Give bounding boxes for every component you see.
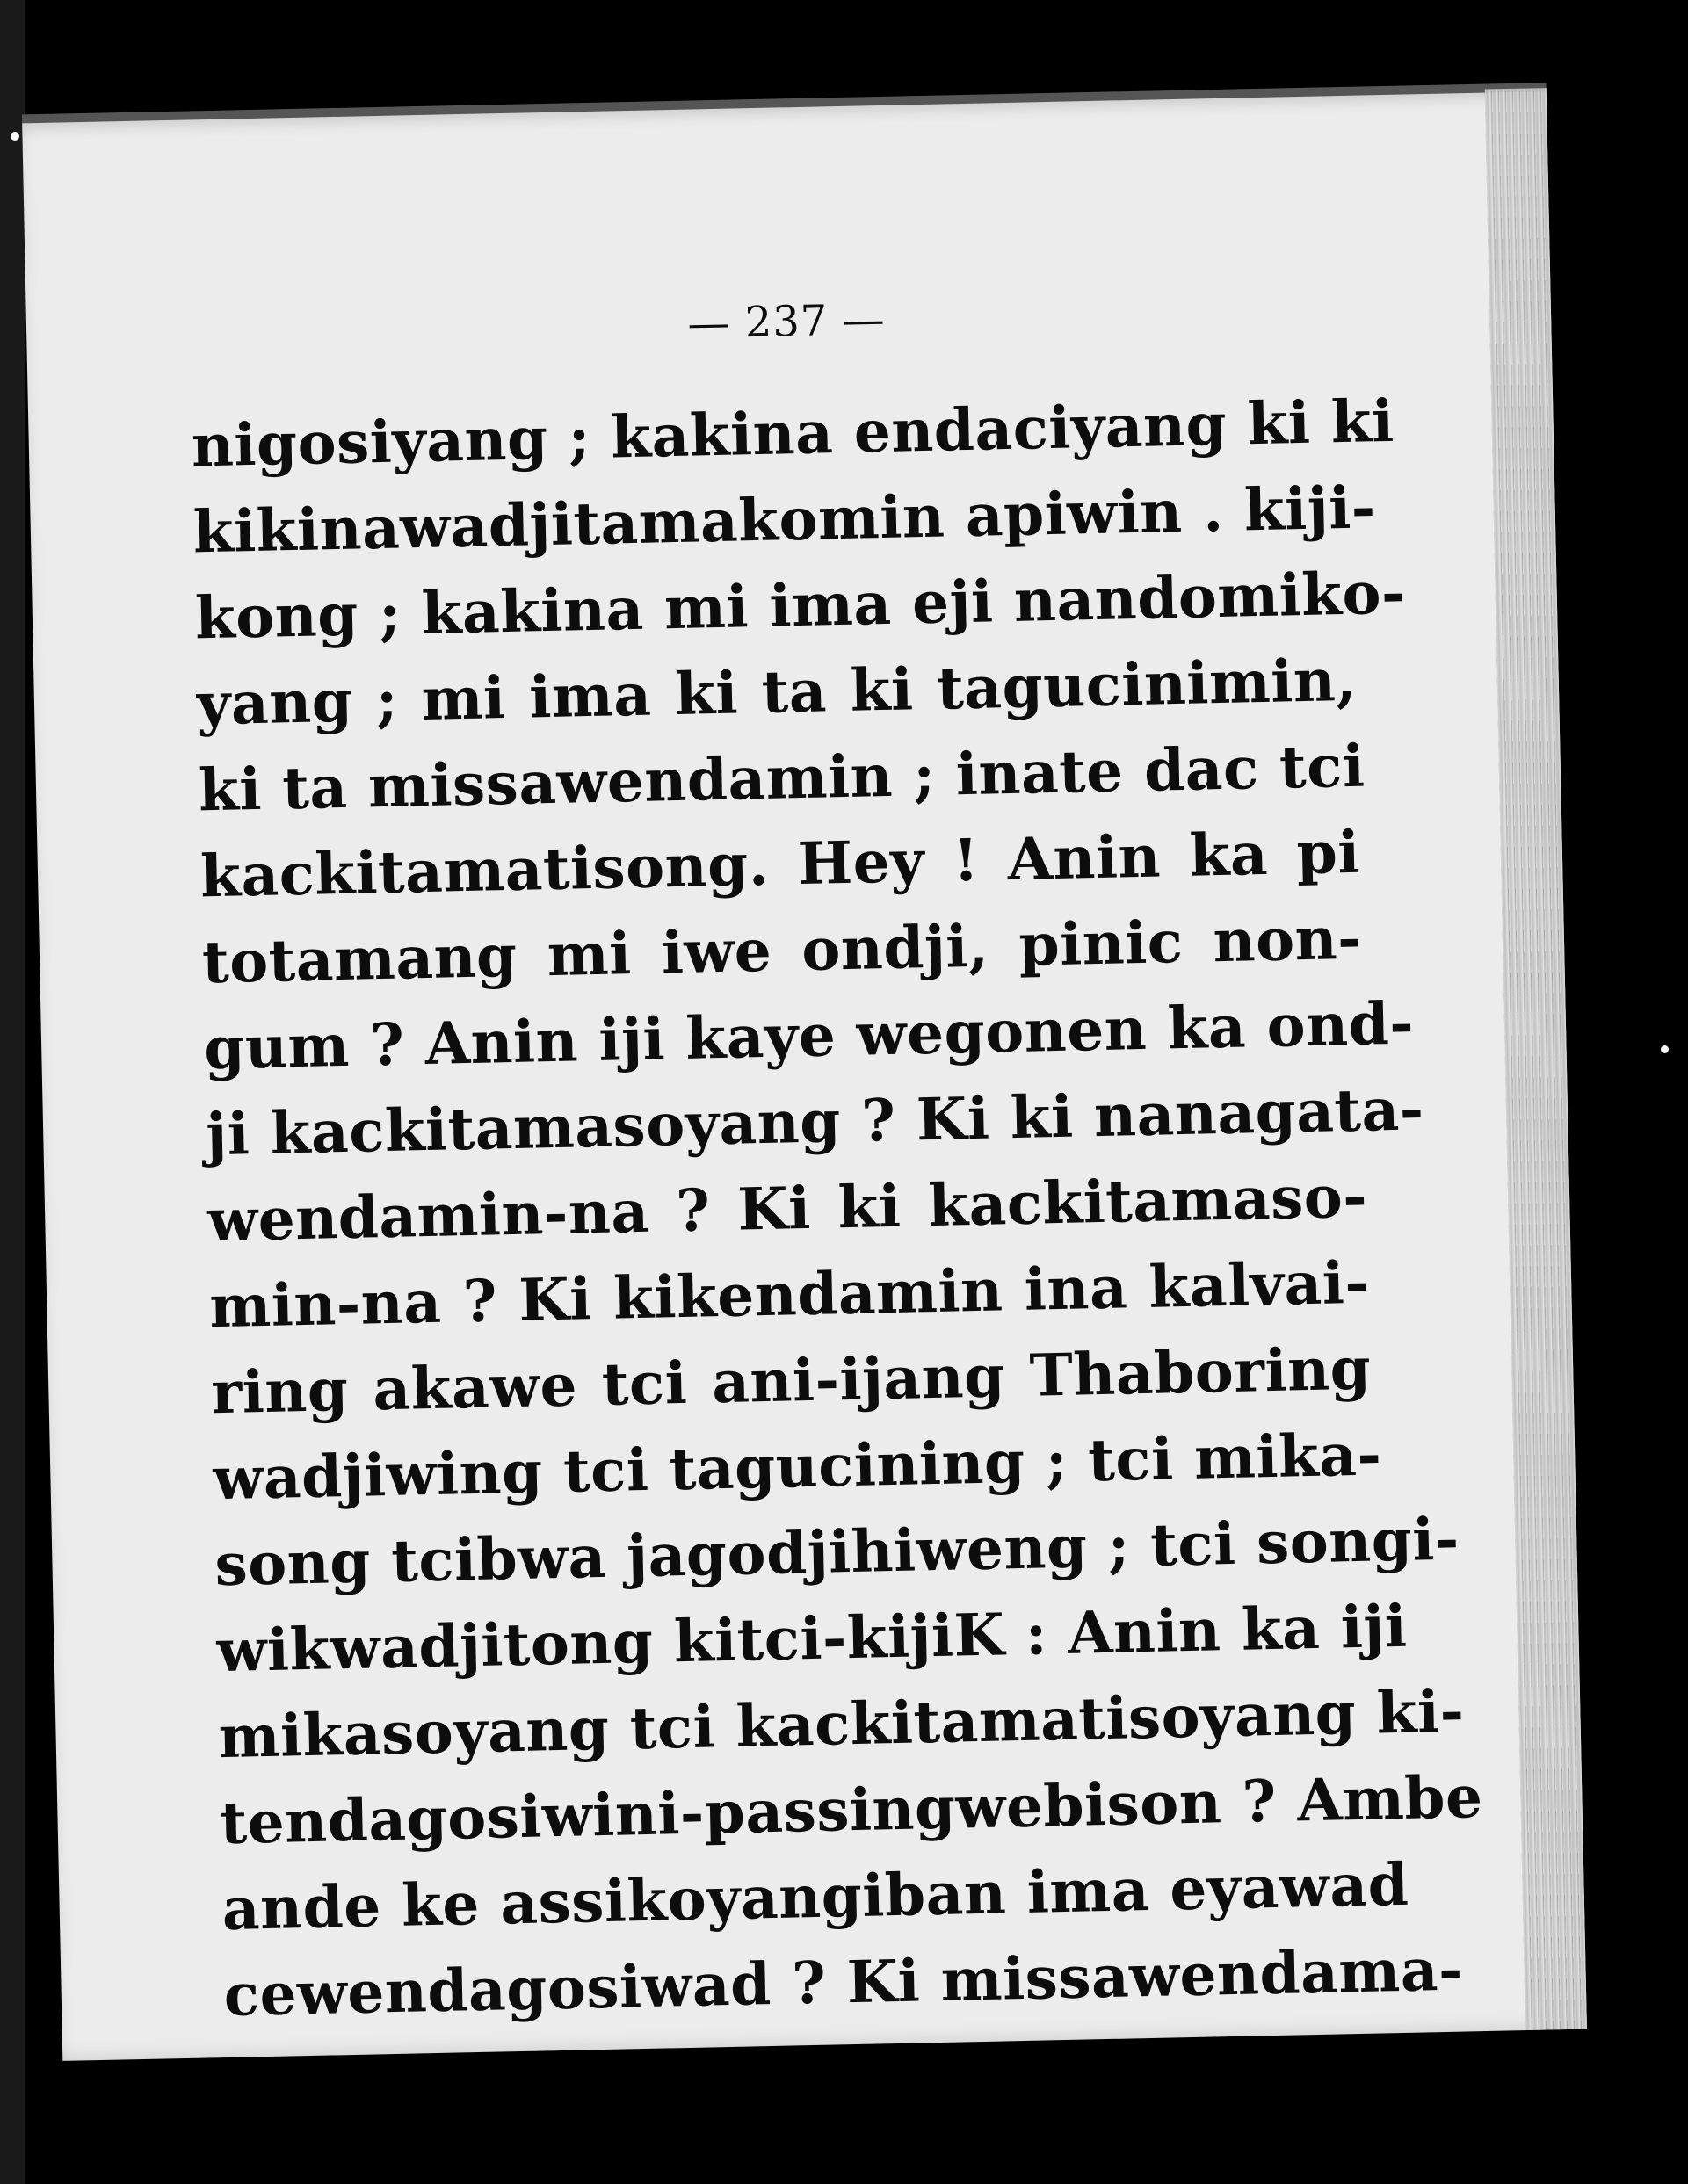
- text-line: ring akawe tci ani-ijang Thaboring: [210, 1334, 1372, 1428]
- book-spine-edge: [0, 0, 25, 2184]
- text-line: ande ke assikoyangiban ima eyawad: [221, 1849, 1409, 1944]
- dust-speck: [1661, 1045, 1669, 1053]
- text-line: kong ; kakina mi ima eji nandomiko-: [194, 558, 1407, 653]
- text-line: kackitamatisong. Hey ! Anin ka pi: [199, 817, 1361, 911]
- text-lines: [191, 379, 1484, 2038]
- text-line: kikinawadjitamakomin apiwin . kiji-: [192, 473, 1377, 567]
- text-line: wendamin-na ? Ki ki kackitamaso-: [206, 1161, 1368, 1255]
- text-line: min-na ? Ki kikendamin ina kalvai-: [208, 1247, 1370, 1341]
- page-stack-edges: [1485, 88, 1587, 2030]
- page-top-edge: [22, 83, 1547, 123]
- dust-speck: [11, 132, 19, 141]
- text-line: wadjiwing tci tagucining ; tci mika-: [212, 1420, 1383, 1514]
- text-line: mikasoyang tci kackitamatisoyang ki-: [217, 1676, 1466, 1772]
- text-line: gum ? Anin iji kaye wegonen ka ond-: [203, 988, 1415, 1083]
- text-line: wikwadjitong kitci-kijiK : Anin ka iji: [215, 1591, 1409, 1686]
- text-line: tendagosiwini-passingwebison ? Ambe: [219, 1762, 1484, 1858]
- text-line: totamang mi iwe ondji, pinic non-: [201, 903, 1363, 997]
- text-line: song tcibwa jagodjihiweng ; tci songi-: [214, 1504, 1460, 1600]
- page-number: — 237 —: [686, 294, 887, 349]
- text-line: cewendagosiwad ? Ki missawendama-: [222, 1935, 1464, 2030]
- book-page: [22, 88, 1587, 2061]
- text-line: nigosiyang ; kakina endaciyang ki ki: [191, 386, 1395, 481]
- text-line: ki ta missawendamin ; inate dac tci: [198, 731, 1366, 825]
- page-text-block: [189, 286, 1484, 2038]
- text-line: ji kackitamasoyang ? Ki ki nanagata-: [205, 1074, 1425, 1169]
- text-line: yang ; mi ima ki ta ki tagucinimin,: [196, 645, 1358, 739]
